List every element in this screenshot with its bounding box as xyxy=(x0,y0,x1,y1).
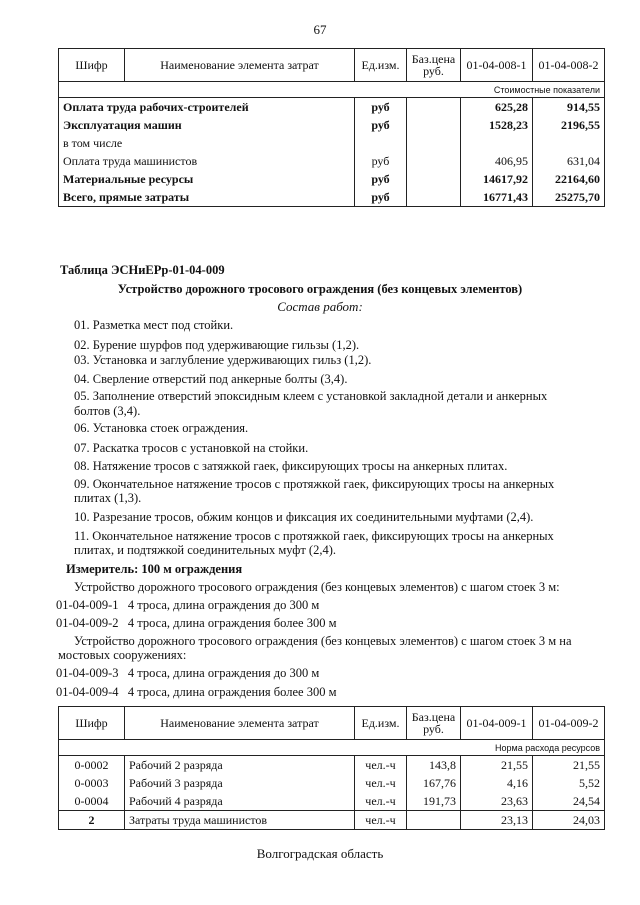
table-row: 0-0004 Рабочий 4 разряда чел.-ч 191,73 23,63 24,54 xyxy=(59,792,605,811)
header-shifr: Шифр xyxy=(59,49,125,82)
work-item: плитах (1,3). xyxy=(74,491,142,505)
table-row: 0-0003 Рабочий 3 разряда чел.-ч 167,76 4,16 5,52 xyxy=(59,774,605,792)
work-item: 03. Установка и заглубление удерживающих гильз (1,2). xyxy=(74,353,372,367)
header-name: Наименование элемента затрат xyxy=(125,707,355,740)
table-row: Эксплуатация машин руб 1528,23 2196,55 xyxy=(59,116,605,134)
table-row: 2 Затраты труда машинистов чел.-ч 23,13 24,03 xyxy=(59,811,605,830)
header-code-1: 01-04-009-1 xyxy=(461,707,533,740)
list-item: 01-04-009-2 4 троса, длина ограждения более 300 м xyxy=(56,616,337,630)
table-row: Оплата труда рабочих-строителей руб 625,28 914,55 xyxy=(59,98,605,117)
work-item: 07. Раскатка тросов с установкой на стойки. xyxy=(74,441,309,455)
work-item: 09. Окончательное натяжение тросов с протяжкой гаек, фиксирующих тросы на анкерных xyxy=(74,477,555,491)
work-item: 02. Бурение шурфов под удерживающие гильзы (1,2). xyxy=(74,338,360,352)
table-row: Материальные ресурсы руб 14617,92 22164,60 xyxy=(59,170,605,188)
list-item: 01-04-009-3 4 троса, длина ограждения до 300 м xyxy=(56,666,320,680)
cost-indicators-table xyxy=(58,48,605,207)
meter-heading: Измеритель: 100 м ограждения xyxy=(66,562,243,576)
table-row: Оплата труда машинистов руб 406,95 631,04 xyxy=(59,152,605,170)
list-item: 01-04-009-1 4 троса, длина ограждения до 300 м xyxy=(56,598,320,612)
table-header xyxy=(59,49,605,82)
paragraph: Устройство дорожного тросового ограждения (без концевых элементов) с шагом стоек 3 м на xyxy=(74,634,572,648)
table-header xyxy=(59,707,605,740)
work-item: 08. Натяжение тросов с затяжкой гаек, фиксирующих тросы на анкерных плитах. xyxy=(74,459,508,473)
table-row: Всего, прямые затраты руб 16771,43 25275,70 xyxy=(59,188,605,207)
page-number: 67 xyxy=(313,22,327,37)
work-item: болтов (3,4). xyxy=(74,404,141,418)
table-row: 0-0002 Рабочий 2 разряда чел.-ч 143,8 21,55 21,55 xyxy=(59,756,605,775)
list-item: 01-04-009-4 4 троса, длина ограждения более 300 м xyxy=(56,685,337,699)
work-item: 10. Разрезание тросов, обжим концов и фиксация их соединительными муфтами (2,4). xyxy=(74,510,534,524)
work-item: 11. Окончательное натяжение тросов с протяжкой гаек, фиксирующих тросы на анкерных xyxy=(74,529,554,543)
work-item: 06. Установка стоек ограждения. xyxy=(74,421,249,435)
table-subheader xyxy=(59,82,605,98)
work-item: 04. Сверление отверстий под анкерные болты (3,4). xyxy=(74,372,348,386)
work-item: 01. Разметка мест под стойки. xyxy=(74,318,234,332)
header-code-2: 01-04-008-2 xyxy=(533,49,605,82)
header-unit: Ед.изм. xyxy=(355,707,407,740)
section-subtitle: Устройство дорожного тросового ограждения (без концевых элементов) xyxy=(117,282,523,296)
work-item: плитах, и подтяжкой соединительных муфт (2,4). xyxy=(74,543,337,557)
header-name: Наименование элемента затрат xyxy=(125,49,355,82)
table-title: Таблица ЭСНиЕРр-01-04-009 xyxy=(60,263,225,277)
header-code-1: 01-04-008-1 xyxy=(461,49,533,82)
header-code-2: 01-04-009-2 xyxy=(533,707,605,740)
work-item: 05. Заполнение отверстий эпоксидным клеем с установкой закладной детали и анкерных xyxy=(74,389,548,403)
resource-norms-table xyxy=(58,706,605,830)
header-unit: Ед.изм. xyxy=(355,49,407,82)
paragraph: мостовых сооружениях: xyxy=(58,648,187,662)
table-subheader xyxy=(59,740,605,756)
composition-heading: Состав работ: xyxy=(277,299,363,314)
subheader-cost: Стоимостные показатели xyxy=(59,82,605,98)
subheader-norms: Норма расхода ресурсов xyxy=(59,740,605,756)
paragraph: Устройство дорожного тросового ограждения (без концевых элементов) с шагом стоек 3 м: xyxy=(74,580,560,594)
header-base-price: Баз.цена руб. xyxy=(407,707,461,740)
header-base-price: Баз.цена руб. xyxy=(407,49,461,82)
page-footer: Волгоградская область xyxy=(256,846,384,861)
header-shifr: Шифр xyxy=(59,707,125,740)
table-row: в том числе xyxy=(59,134,605,152)
